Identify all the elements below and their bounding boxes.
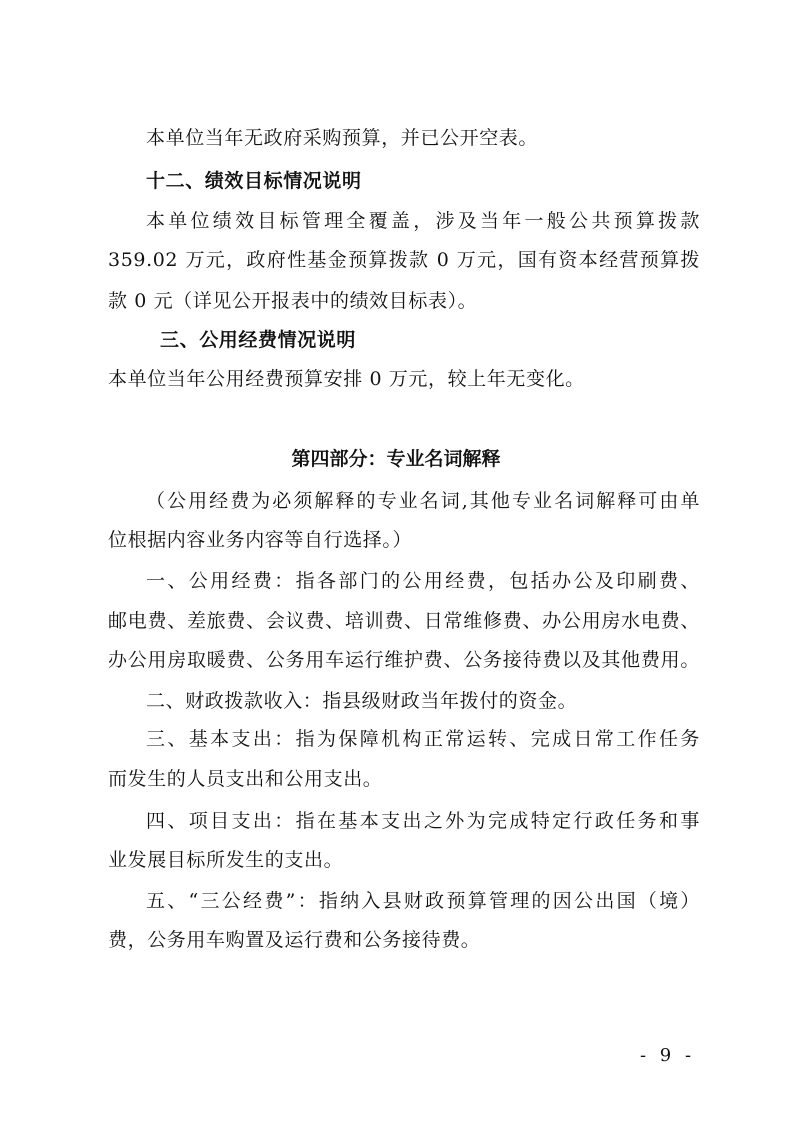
page-number: - 9 -	[640, 1045, 696, 1066]
section-heading: 十二、绩效目标情况说明	[146, 170, 362, 192]
paragraph-line: 本单位绩效目标管理全覆盖，涉及当年一般公共预算拨款	[146, 210, 700, 232]
section-heading: 三、公用经费情况说明	[160, 329, 357, 351]
paragraph-line: 本单位当年公用经费预算安排 0 万元，较上年无变化。	[108, 368, 585, 390]
paragraph-line: 而发生的人员支出和公用支出。	[108, 768, 383, 790]
paragraph-line: 款 0 元（详见公开报表中的绩效目标表）。	[108, 290, 478, 312]
paragraph-line: 费，公务用车购置及运行费和公务接待费。	[108, 929, 481, 951]
paragraph-line: （公用经费为必须解释的专业名词,其他专业名词解释可由单	[146, 490, 700, 512]
paragraph-line: 二、财政拨款收入：指县级财政当年拨付的资金。	[146, 690, 578, 712]
paragraph-line: 四、项目支出：指在基本支出之外为完成特定行政任务和事	[146, 810, 700, 832]
paragraph-line: 位根据内容业务内容等自行选择。）	[108, 529, 413, 551]
paragraph-line: 三、基本支出：指为保障机构正常运转、完成日常工作任务	[146, 728, 700, 750]
paragraph-line: 359.02 万元，政府性基金预算拨款 0 万元，国有资本经营预算拨	[108, 249, 700, 271]
paragraph-line: 办公用房取暖费、公务用车运行维护费、公务接待费以及其他费用。	[108, 649, 700, 671]
part-title: 第四部分：专业名词解释	[291, 448, 501, 470]
paragraph-line: 五、“三公经费”：指纳入县财政预算管理的因公出国（境）	[146, 890, 700, 912]
paragraph-line: 邮电费、差旅费、会议费、培训费、日常维修费、办公用房水电费、	[108, 610, 700, 632]
paragraph-line: 业发展目标所发生的支出。	[108, 849, 344, 871]
paragraph-line: 本单位当年无政府采购预算，并已公开空表。	[146, 127, 539, 149]
paragraph-line: 一、公用经费：指各部门的公用经费，包括办公及印刷费、	[146, 570, 700, 592]
